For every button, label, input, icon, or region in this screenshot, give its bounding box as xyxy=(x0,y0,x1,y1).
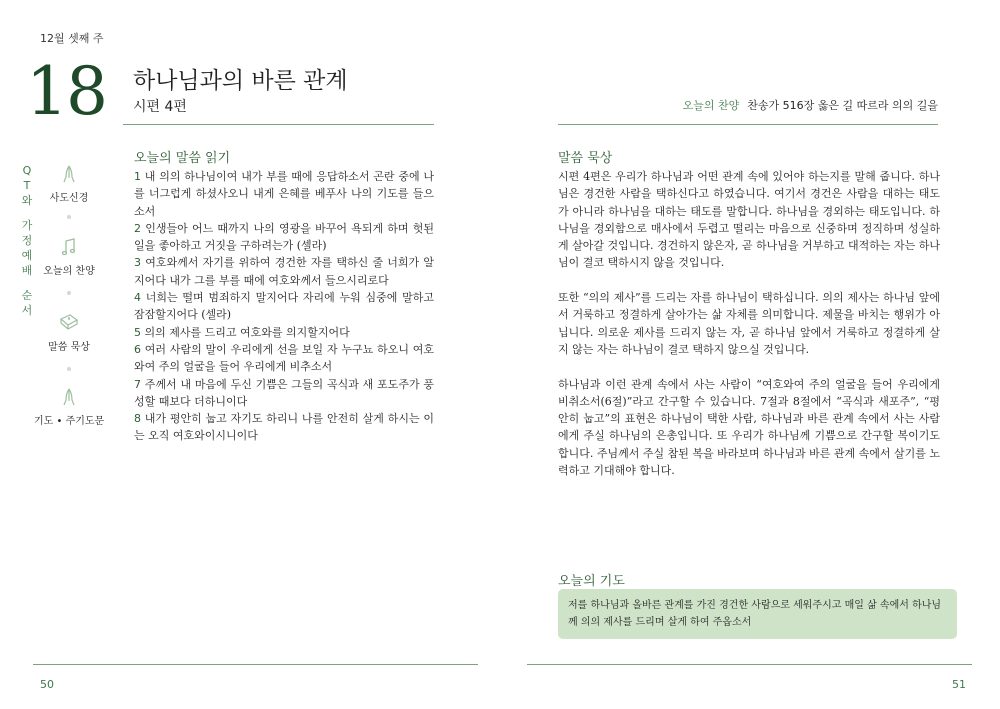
header-divider-right xyxy=(558,124,938,125)
verse-text: 너희는 떨며 범죄하지 말지어다 자리에 누워 심중에 말하고 잠잠할지어다 (셀라) xyxy=(134,291,434,322)
verse-number: 5 xyxy=(134,325,141,339)
page-title: 하나님과의 바른 관계 xyxy=(133,68,348,94)
verse xyxy=(134,410,434,445)
verse xyxy=(134,289,434,324)
meditation-paragraph: 또한 “의의 제사”를 드리는 자를 하나님이 택하십니다. 의의 제사는 하나님 앞에서 거룩하고 정결하게 살아가는 삶 자체를 의미합니다. 제물을 바치는 행위가 아닙니다. 의로운 제사를 드리지 않는 자, 곧 하나님 앞에서 거룩하고 정결하게 살지 않는 자는 하나님이 결코 택하지 않으실 것입니다. xyxy=(558,291,940,356)
page-number-right: 51 xyxy=(952,678,966,691)
verse xyxy=(134,341,434,376)
meditation-heading: 말씀 묵상 xyxy=(558,151,613,166)
footer-divider-right xyxy=(527,664,972,665)
week-label: 12월 셋째 주 xyxy=(40,32,104,45)
verse xyxy=(134,324,434,341)
verse xyxy=(134,220,434,255)
scripture-reference: 시편 4편 xyxy=(133,99,187,115)
prayer-text: 저를 하나님과 올바른 관계를 가진 경건한 사람으로 세워주시고 매일 삶 속에서 하나님께 의의 제사를 드리며 살게 하여 주옵소서 xyxy=(568,600,942,628)
day-number: 18 xyxy=(26,53,106,130)
verse xyxy=(134,376,434,411)
verse-text: 내 의의 하나님이여 내가 부를 때에 응답하소서 곤란 중에 나를 너그럽게 하셨사오니 내게 은혜를 베푸사 나의 기도를 들으소서 xyxy=(134,170,434,218)
vertical-char: T xyxy=(23,179,31,192)
sidebar-item-label: 사도신경 xyxy=(49,193,89,204)
praying-hands-icon xyxy=(58,386,80,408)
verse xyxy=(134,168,434,220)
vertical-char: 가 xyxy=(21,219,33,232)
divider-dot xyxy=(67,291,71,295)
hymn-label: 오늘의 찬양 xyxy=(682,99,740,112)
bible-book-icon xyxy=(58,312,80,334)
hymn-title: 찬송가 516장 옳은 길 따르라 의의 길을 xyxy=(747,99,938,112)
meditation-paragraph: 시편 4편은 우리가 하나님과 어떤 관계 속에 있어야 하는지를 말해 줍니다. 하나님은 경건한 사람을 택하신다고 하였습니다. 여기서 경건은 사람을 대하는 태도가 아니라 하나님을 대하는 태도를 말합니다. 하나님을 경외하는 태도입니다. 하나님을 경외함으로 매사에서 두렵고 떨리는 마음으로 신중하며 정직하며 성실하게 살아갈 것입니다. 경건하지 않은자, 곧 하나님을 거부하고 대적하는 자는 하나님이 결코 택하시지 않을 것입니다. xyxy=(558,170,940,270)
verse-text: 여호와께서 자기를 위하여 경건한 자를 택하신 줄 너희가 알지어다 내가 그를 부를 때에 여호와께서 들으시리로다 xyxy=(134,256,435,287)
sidebar-item-todays-hymn[interactable] xyxy=(34,236,104,277)
sidebar-item-label: 기도 • 주기도문 xyxy=(34,416,105,427)
vertical-char: 배 xyxy=(21,264,33,277)
vertical-char: 와 xyxy=(21,194,33,207)
prayer-box xyxy=(558,589,957,639)
vertical-char: Q xyxy=(22,164,32,177)
reading-heading: 오늘의 말씀 읽기 xyxy=(134,151,231,166)
sidebar-item-apostles-creed[interactable] xyxy=(34,163,104,204)
page-number-left: 50 xyxy=(40,678,54,691)
divider-dot xyxy=(67,367,71,371)
verse-text: 여러 사람의 말이 우리에게 선을 보일 자 누구뇨 하오니 여호와여 주의 얼굴을 들어 우리에게 비추소서 xyxy=(134,342,434,374)
verse-number: 3 xyxy=(134,256,141,270)
sidebar-item-prayer[interactable] xyxy=(34,386,104,427)
praying-hands-icon xyxy=(58,163,80,185)
music-note-icon xyxy=(58,236,80,258)
verse xyxy=(134,254,434,289)
prayer-heading: 오늘의 기도 xyxy=(558,574,625,589)
verse-text: 내가 평안히 눕고 자기도 하리니 나를 안전히 살게 하시는 이는 오직 여호와이시니이다 xyxy=(134,412,434,443)
sidebar-item-meditation[interactable] xyxy=(34,312,104,353)
scripture-text xyxy=(134,168,434,445)
verse-number: 2 xyxy=(134,221,141,235)
vertical-char: 예 xyxy=(21,249,33,262)
todays-hymn xyxy=(683,97,938,113)
footer-divider-left xyxy=(33,664,478,665)
vertical-section-title xyxy=(20,163,34,318)
verse-text: 인생들아 어느 때까지 나의 영광을 바꾸어 욕되게 하며 헛된 일을 좋아하고 거짓을 구하려는가 (셀라) xyxy=(134,221,435,253)
vertical-char: 순 xyxy=(21,289,33,302)
verse-text: 주께서 내 마음에 두신 기쁨은 그들의 곡식과 새 포도주가 풍성할 때보다 더하니이다 xyxy=(134,377,434,408)
sidebar-item-label: 말씀 묵상 xyxy=(48,342,90,353)
vertical-char: 서 xyxy=(21,304,33,317)
meditation-text xyxy=(558,168,940,497)
verse-number: 7 xyxy=(134,377,141,391)
sidebar-item-label: 오늘의 찬양 xyxy=(43,266,95,277)
verse-number: 4 xyxy=(134,291,141,305)
divider-dot xyxy=(67,215,71,219)
meditation-paragraph: 하나님과 이런 관계 속에서 사는 사람이 “여호와여 주의 얼굴을 들어 우리에게 비취소서(6절)”라고 간구할 수 있습니다. 7절과 8절에서 “곡식과 새포주”, “평안히 눕고”의 표현은 하나님이 택한 사람, 하나님과 바른 관계 속에서 사는 사람에게 주실 하나님의 은총입니다. 또 우리가 하나님께 기쁨으로 간구할 복이기도 합니다. 주님께서 주실 참된 복을 바라보며 하나님과 바른 관계 속에서 살기를 노력하고 기대해야 합니다. xyxy=(558,377,940,478)
verse-number: 8 xyxy=(134,412,141,426)
verse-number: 6 xyxy=(134,342,141,356)
header-divider-left xyxy=(123,124,434,125)
vertical-char: 정 xyxy=(21,234,33,247)
verse-number: 1 xyxy=(134,170,141,183)
verse-text: 의의 제사를 드리고 여호와를 의지할지어다 xyxy=(144,325,350,339)
